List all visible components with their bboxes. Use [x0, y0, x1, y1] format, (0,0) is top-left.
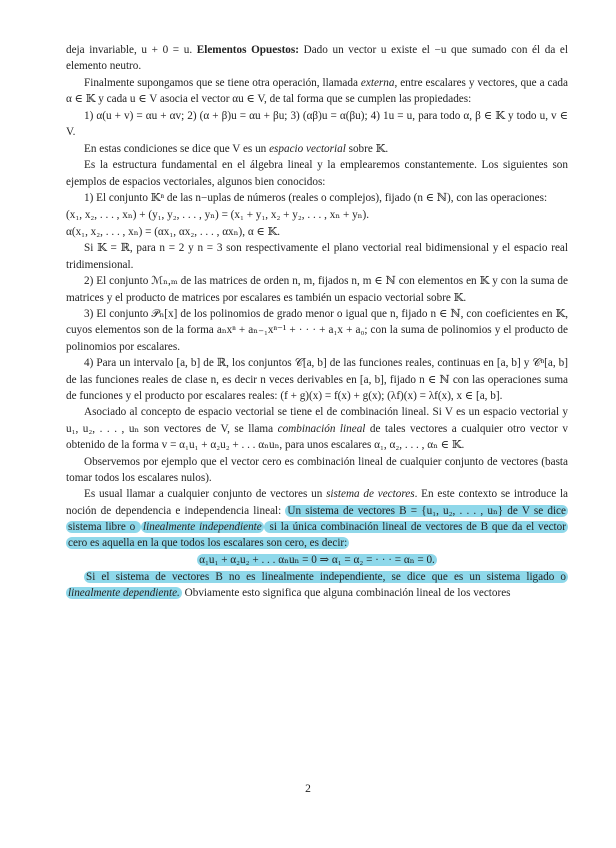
paragraph: [66, 75, 568, 107]
paragraph: [66, 190, 568, 206]
paragraph: [66, 355, 568, 404]
paragraph: [66, 240, 568, 272]
highlighted-text: linealmente dependiente.: [68, 586, 180, 599]
bold-term: Elementos Opuestos:: [196, 44, 299, 56]
formula-line: [66, 552, 568, 568]
text-run: de tales vectores a cualquier otro vector v obtenido de la forma v = α₁u₁ + α₂u₂ + . . . αₙuₙ, para unos escalares α₁, α₂, . . . , αₙ ∈ 𝕂.: [66, 422, 568, 451]
text-run: 1) α(u + v) = αu + αv; 2) (α + β)u = αu + βu; 3) (αβ)u = α(βu); 4) 1u = u, para todo α, β ∈ 𝕂 y todo u, v ∈ V.: [66, 109, 568, 139]
page-number: 2: [305, 783, 311, 795]
text-run: (x₁, x₂, . . . , xₙ) + (y₁, y₂, . . . , yₙ) = (x₁ + y₁, x₂ + y₂, . . . , xₙ + yₙ).: [66, 209, 370, 222]
text-run: Dado un vector u existe el −u que sumado con él da el elemento neutro.: [66, 44, 569, 73]
formula-line: [66, 207, 568, 223]
text-run: Es usual llamar a cualquier conjunto de vectores un: [84, 488, 327, 501]
paragraph: [66, 306, 568, 355]
paragraph: [66, 141, 568, 157]
text-run: Si 𝕂 = ℝ, para n = 2 y n = 3 son respectivamente el plano vectorial real bidimensional y el espacio real tridimensional.: [66, 242, 568, 271]
text-run: Es la estructura fundamental en el álgebra lineal y la emplearemos constantemente. Los siguientes son ejemplos de espacios vectoriales, algunos bien conocidos:: [66, 159, 568, 188]
paragraph: [66, 157, 568, 189]
paragraph: [66, 404, 568, 453]
paragraph: [66, 486, 568, 551]
italic-term: combinación lineal: [277, 422, 366, 435]
text-run: Asociado al concepto de espacio vectorial se tiene el de combinación lineal. Si V es un espacio vectorial y u₁, u₂, . . . , uₙ son vectores de V, se llama: [66, 406, 568, 435]
paragraph: [66, 273, 568, 305]
text-run: deja invariable, u + 0 = u.: [66, 44, 197, 56]
text-run: . En este contexto se introduce la noción de dependencia e independencia lineal:: [66, 488, 569, 517]
paragraph: [66, 42, 568, 74]
text-run: 2) El conjunto ℳₙ,ₘ de las matrices de orden n, m, fijados n, m ∈ ℕ con elementos en 𝕂 y con la suma de matrices y el producto de matrices por escalares es también un espacio vectorial sobre 𝕂.: [66, 275, 568, 304]
italic-term: sistema de vectores: [326, 488, 415, 501]
text-run: α(x₁, x₂, . . . , xₙ) = (αx₁, αx₂, . . . , αxₙ), α ∈ 𝕂.: [66, 225, 281, 238]
text-run: Finalmente supongamos que se tiene otra operación, llamada: [84, 76, 361, 89]
text-run: 3) El conjunto 𝒫ₙ[x] de los polinomios de grado menor o igual que n, fijado n ∈ ℕ, con coeficientes en 𝕂, cuyos elementos son de la forma aₙxⁿ + aₙ₋₁xⁿ⁻¹ + · · · + a₁x + a₀; con la suma de polinomios y el producto de polinomios por escalares.: [66, 308, 568, 353]
highlighted-text: si la única combinación lineal de vectores de B que da el vector cero es aquella en la que todos los escalares son cero, es decir:: [68, 520, 566, 550]
formula-line: [66, 224, 568, 240]
paragraph: [66, 108, 568, 140]
text-run: 4) Para un intervalo [a, b] de ℝ, los conjuntos 𝒞[a, b] de las funciones reales, continuas en [a, b] y 𝒞ⁿ[a, b] de las funciones reales de clase n, es decir n veces derivables en [a, b], fijado n ∈ ℕ con las operaciones suma de funciones y el producto por escalares reales: (f + g)(x) = f(x) + g(x); (λf)(x) = λf(x), x ∈ [a, b].: [66, 357, 568, 402]
italic-term: espacio vectorial: [269, 142, 346, 155]
text-run: En estas condiciones se dice que V es un: [84, 142, 270, 155]
text-run: 1) El conjunto 𝕂ⁿ de las n−uplas de números (reales o complejos), fijado (n ∈ ℕ), con las operaciones:: [84, 192, 548, 205]
text-run: sobre 𝕂.: [345, 142, 389, 155]
highlighted-text: Si el sistema de vectores B no es linealmente independiente, se dice que es un sistema ligado o: [86, 570, 566, 583]
text-run: Observemos por ejemplo que el vector cero es combinación lineal de cualquier conjunto de vectores (basta tomar todos los escalares nulos).: [66, 455, 568, 484]
paragraph: [66, 454, 568, 486]
text-run: Obviamente esto significa que alguna combinación lineal de los vectores: [181, 586, 511, 599]
body-text: [66, 42, 568, 601]
highlighted-text: α₁u₁ + α₂u₂ + . . . αₙuₙ = 0 ⇒ α₁ = α₂ = · · · = αₙ = 0.: [199, 553, 435, 566]
highlighted-text: linealmente independiente: [143, 520, 262, 533]
text-run: , entre escalares y vectores, que a cada α ∈ 𝕂 y cada u ∈ V asocia el vector αu ∈ V, de tal forma que se cumplen las propiedades:: [66, 76, 568, 106]
italic-term: externa: [360, 76, 395, 89]
highlighted-text: Un sistema de vectores B = {u₁, u₂, . . . , uₙ} de V se dice sistema libre o: [68, 504, 566, 533]
paragraph: [66, 569, 568, 601]
